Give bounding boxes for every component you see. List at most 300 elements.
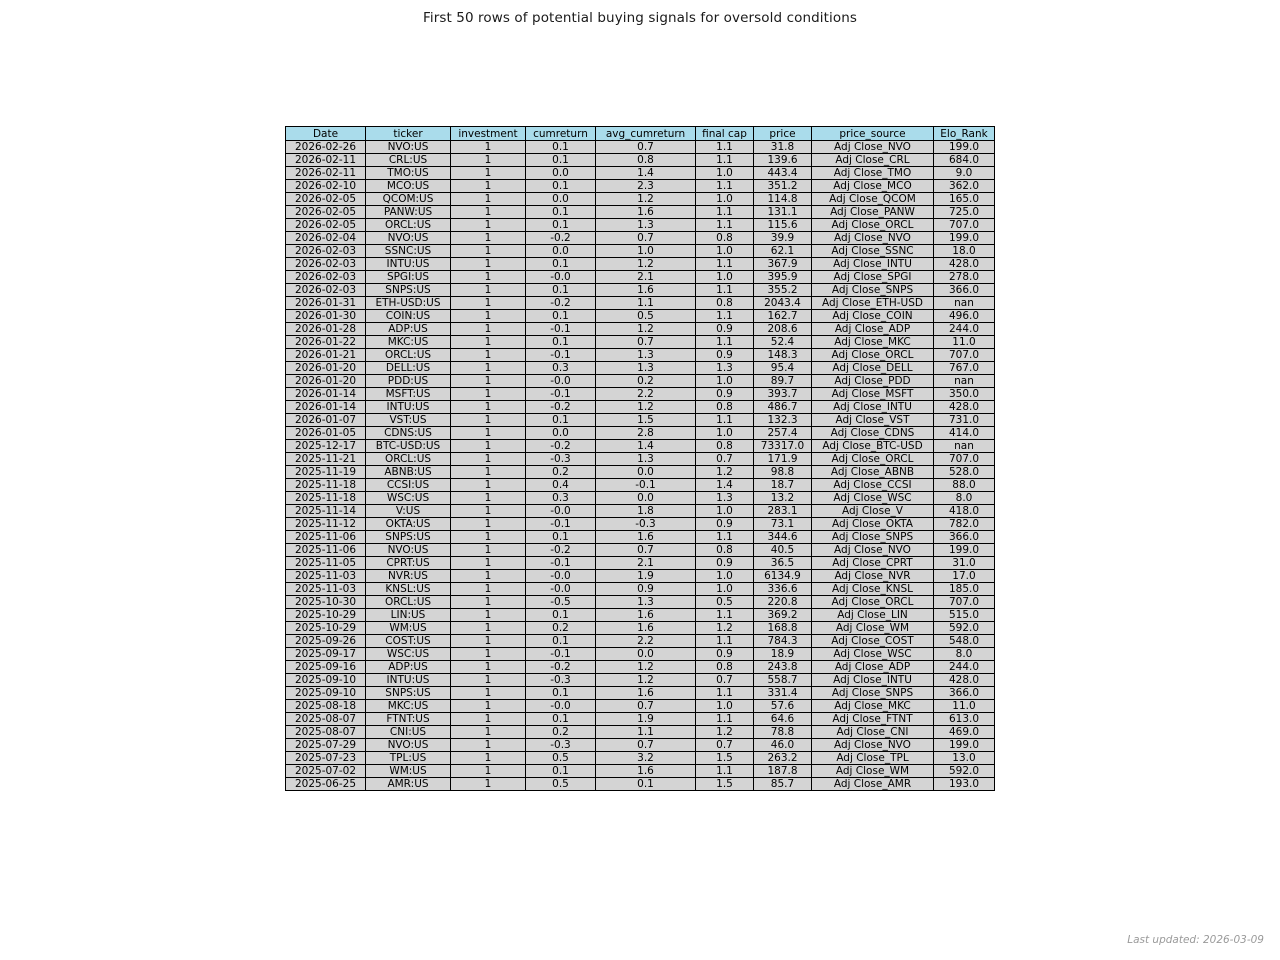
table-row [286,453,995,466]
cell-investment: 1 [451,557,526,570]
cell-elo-rank: 244.0 [934,323,995,336]
table-row [286,245,995,258]
cell-price-source: Adj Close_OKTA [812,518,934,531]
cell-date: 2026-02-11 [286,167,366,180]
cell-investment: 1 [451,258,526,271]
table-row [286,752,995,765]
cell-price-source: Adj Close_SSNC [812,245,934,258]
column-header-ticker[interactable]: ticker [366,127,451,141]
cell-price-source: Adj Close_V [812,505,934,518]
cell-date: 2026-02-05 [286,206,366,219]
cell-investment: 1 [451,492,526,505]
cell-price: 89.7 [754,375,812,388]
cell-date: 2025-10-29 [286,609,366,622]
table-row [286,518,995,531]
cell-price-source: Adj Close_AMR [812,778,934,791]
cell-final-cap: 0.9 [696,323,754,336]
cell-elo-rank: 731.0 [934,414,995,427]
cell-price: 52.4 [754,336,812,349]
cell-elo-rank: 199.0 [934,739,995,752]
cell-investment: 1 [451,193,526,206]
cell-investment: 1 [451,141,526,154]
cell-ticker: VST:US [366,414,451,427]
cell-final-cap: 1.0 [696,505,754,518]
cell-price: 162.7 [754,310,812,323]
cell-final-cap: 1.1 [696,609,754,622]
cell-price: 139.6 [754,154,812,167]
cell-elo-rank: 88.0 [934,479,995,492]
cell-date: 2026-02-26 [286,141,366,154]
table-row [286,258,995,271]
cell-price: 73317.0 [754,440,812,453]
cell-final-cap: 1.1 [696,310,754,323]
cell-price-source: Adj Close_CRL [812,154,934,167]
cell-elo-rank: 428.0 [934,674,995,687]
cell-investment: 1 [451,609,526,622]
cell-avg-cumreturn: 2.8 [596,427,696,440]
cell-avg-cumreturn: 1.4 [596,167,696,180]
cell-cumreturn: 0.1 [526,336,596,349]
cell-price-source: Adj Close_NVO [812,141,934,154]
cell-elo-rank: 8.0 [934,492,995,505]
table-row [286,700,995,713]
cell-final-cap: 0.9 [696,518,754,531]
cell-elo-rank: 418.0 [934,505,995,518]
cell-cumreturn: -0.5 [526,596,596,609]
table-row [286,219,995,232]
cell-final-cap: 1.3 [696,492,754,505]
cell-elo-rank: 165.0 [934,193,995,206]
cell-investment: 1 [451,635,526,648]
cell-avg-cumreturn: 1.2 [596,674,696,687]
cell-cumreturn: 0.1 [526,141,596,154]
cell-avg-cumreturn: 2.2 [596,635,696,648]
cell-date: 2025-09-26 [286,635,366,648]
cell-avg-cumreturn: 1.6 [596,609,696,622]
cell-price: 784.3 [754,635,812,648]
cell-investment: 1 [451,375,526,388]
signals-table-container [285,126,994,791]
cell-elo-rank: 428.0 [934,401,995,414]
cell-avg-cumreturn: 1.8 [596,505,696,518]
table-row [286,557,995,570]
cell-ticker: DELL:US [366,362,451,375]
cell-price: 395.9 [754,271,812,284]
table-row [286,492,995,505]
cell-date: 2026-02-03 [286,258,366,271]
cell-final-cap: 0.8 [696,440,754,453]
column-header-cumreturn[interactable]: cumreturn [526,127,596,141]
cell-elo-rank: 185.0 [934,583,995,596]
table-row [286,167,995,180]
cell-ticker: CNI:US [366,726,451,739]
table-row [286,336,995,349]
cell-date: 2026-02-05 [286,193,366,206]
signals-table [285,126,995,791]
cell-avg-cumreturn: 1.5 [596,414,696,427]
cell-price-source: Adj Close_NVO [812,544,934,557]
cell-ticker: ORCL:US [366,219,451,232]
cell-price: 2043.4 [754,297,812,310]
column-header-investment[interactable]: investment [451,127,526,141]
cell-ticker: WM:US [366,622,451,635]
cell-date: 2025-11-18 [286,492,366,505]
cell-final-cap: 1.0 [696,167,754,180]
table-row [286,765,995,778]
cell-elo-rank: 613.0 [934,713,995,726]
cell-ticker: BTC-USD:US [366,440,451,453]
cell-avg-cumreturn: 1.2 [596,661,696,674]
cell-investment: 1 [451,739,526,752]
cell-ticker: WM:US [366,765,451,778]
cell-final-cap: 1.1 [696,258,754,271]
cell-price-source: Adj Close_KNSL [812,583,934,596]
cell-investment: 1 [451,388,526,401]
cell-ticker: ORCL:US [366,349,451,362]
cell-price: 168.8 [754,622,812,635]
cell-price-source: Adj Close_ETH-USD [812,297,934,310]
cell-final-cap: 1.0 [696,427,754,440]
cell-final-cap: 1.0 [696,271,754,284]
column-header-avg-cumreturn[interactable]: avg_cumreturn [596,127,696,141]
cell-avg-cumreturn: 2.2 [596,388,696,401]
cell-ticker: ETH-USD:US [366,297,451,310]
cell-elo-rank: nan [934,297,995,310]
cell-ticker: SSNC:US [366,245,451,258]
cell-investment: 1 [451,752,526,765]
cell-avg-cumreturn: 1.3 [596,362,696,375]
cell-date: 2025-07-23 [286,752,366,765]
cell-final-cap: 1.0 [696,570,754,583]
cell-cumreturn: -0.1 [526,518,596,531]
table-header-row [286,127,995,141]
cell-price: 263.2 [754,752,812,765]
cell-avg-cumreturn: 1.6 [596,687,696,700]
cell-investment: 1 [451,232,526,245]
cell-price-source: Adj Close_MCO [812,180,934,193]
cell-price-source: Adj Close_ABNB [812,466,934,479]
cell-date: 2026-01-30 [286,310,366,323]
cell-avg-cumreturn: 1.2 [596,401,696,414]
cell-cumreturn: -0.3 [526,739,596,752]
cell-cumreturn: 0.2 [526,726,596,739]
cell-price: 78.8 [754,726,812,739]
cell-cumreturn: 0.4 [526,479,596,492]
cell-final-cap: 0.8 [696,232,754,245]
cell-avg-cumreturn: 0.9 [596,583,696,596]
table-row [286,778,995,791]
cell-price: 6134.9 [754,570,812,583]
cell-price: 393.7 [754,388,812,401]
cell-cumreturn: -0.2 [526,661,596,674]
cell-final-cap: 0.5 [696,596,754,609]
cell-price-source: Adj Close_ORCL [812,453,934,466]
cell-ticker: SNPS:US [366,531,451,544]
cell-price-source: Adj Close_PANW [812,206,934,219]
cell-date: 2025-11-03 [286,570,366,583]
cell-ticker: INTU:US [366,258,451,271]
table-row [286,206,995,219]
column-header-date[interactable]: Date [286,127,366,141]
cell-price: 336.6 [754,583,812,596]
cell-price-source: Adj Close_PDD [812,375,934,388]
cell-price: 558.7 [754,674,812,687]
cell-date: 2025-11-06 [286,544,366,557]
cell-ticker: CPRT:US [366,557,451,570]
cell-cumreturn: 0.1 [526,531,596,544]
table-row [286,388,995,401]
cell-cumreturn: -0.1 [526,349,596,362]
cell-price-source: Adj Close_WM [812,622,934,635]
cell-price: 31.8 [754,141,812,154]
cell-date: 2026-01-21 [286,349,366,362]
cell-price-source: Adj Close_MKC [812,336,934,349]
cell-price: 187.8 [754,765,812,778]
cell-ticker: MKC:US [366,336,451,349]
cell-final-cap: 0.8 [696,661,754,674]
cell-date: 2026-02-11 [286,154,366,167]
cell-investment: 1 [451,700,526,713]
cell-ticker: LIN:US [366,609,451,622]
cell-elo-rank: 199.0 [934,232,995,245]
cell-cumreturn: -0.3 [526,453,596,466]
table-row [286,193,995,206]
cell-investment: 1 [451,297,526,310]
cell-cumreturn: 0.1 [526,713,596,726]
cell-cumreturn: 0.1 [526,635,596,648]
cell-final-cap: 1.0 [696,193,754,206]
cell-price-source: Adj Close_NVO [812,739,934,752]
cell-price-source: Adj Close_INTU [812,674,934,687]
cell-cumreturn: -0.2 [526,440,596,453]
cell-cumreturn: 0.1 [526,765,596,778]
cell-investment: 1 [451,687,526,700]
table-row [286,141,995,154]
cell-ticker: ABNB:US [366,466,451,479]
cell-price-source: Adj Close_WM [812,765,934,778]
cell-price: 355.2 [754,284,812,297]
cell-price-source: Adj Close_BTC-USD [812,440,934,453]
cell-investment: 1 [451,349,526,362]
cell-investment: 1 [451,583,526,596]
cell-date: 2025-09-17 [286,648,366,661]
cell-final-cap: 0.8 [696,544,754,557]
cell-price-source: Adj Close_TPL [812,752,934,765]
cell-date: 2025-11-19 [286,466,366,479]
cell-ticker: NVO:US [366,232,451,245]
table-row [286,713,995,726]
cell-date: 2026-01-20 [286,362,366,375]
cell-avg-cumreturn: 1.3 [596,219,696,232]
cell-avg-cumreturn: 0.7 [596,232,696,245]
cell-elo-rank: 782.0 [934,518,995,531]
table-row [286,297,995,310]
cell-investment: 1 [451,778,526,791]
cell-price-source: Adj Close_SNPS [812,687,934,700]
table-row [286,180,995,193]
cell-elo-rank: 199.0 [934,141,995,154]
cell-final-cap: 1.1 [696,765,754,778]
cell-date: 2026-01-14 [286,388,366,401]
cell-date: 2025-06-25 [286,778,366,791]
cell-ticker: FTNT:US [366,713,451,726]
cell-price-source: Adj Close_ORCL [812,349,934,362]
cell-avg-cumreturn: 1.6 [596,622,696,635]
cell-investment: 1 [451,271,526,284]
cell-avg-cumreturn: 1.9 [596,713,696,726]
cell-date: 2025-09-16 [286,661,366,674]
cell-elo-rank: 592.0 [934,765,995,778]
cell-ticker: ADP:US [366,323,451,336]
column-header-price[interactable]: price [754,127,812,141]
cell-date: 2025-08-07 [286,726,366,739]
cell-date: 2025-08-18 [286,700,366,713]
cell-investment: 1 [451,245,526,258]
cell-date: 2025-07-02 [286,765,366,778]
cell-price: 95.4 [754,362,812,375]
cell-final-cap: 1.1 [696,713,754,726]
column-header-elo-rank[interactable]: Elo_Rank [934,127,995,141]
cell-ticker: MSFT:US [366,388,451,401]
cell-price-source: Adj Close_INTU [812,258,934,271]
cell-final-cap: 1.1 [696,414,754,427]
cell-elo-rank: 725.0 [934,206,995,219]
cell-price: 331.4 [754,687,812,700]
cell-investment: 1 [451,167,526,180]
cell-price: 39.9 [754,232,812,245]
cell-final-cap: 1.0 [696,375,754,388]
cell-investment: 1 [451,648,526,661]
cell-final-cap: 0.9 [696,388,754,401]
column-header-final-cap[interactable]: final cap [696,127,754,141]
cell-avg-cumreturn: 0.0 [596,492,696,505]
cell-investment: 1 [451,622,526,635]
cell-cumreturn: 0.1 [526,219,596,232]
cell-cumreturn: 0.0 [526,167,596,180]
table-body [286,141,995,791]
cell-avg-cumreturn: 0.2 [596,375,696,388]
cell-price-source: Adj Close_SPGI [812,271,934,284]
cell-elo-rank: 496.0 [934,310,995,323]
table-row [286,440,995,453]
cell-elo-rank: 707.0 [934,453,995,466]
cell-price-source: Adj Close_FTNT [812,713,934,726]
cell-investment: 1 [451,466,526,479]
cell-date: 2025-09-10 [286,687,366,700]
cell-avg-cumreturn: 0.7 [596,141,696,154]
cell-date: 2026-01-28 [286,323,366,336]
cell-cumreturn: -0.0 [526,375,596,388]
cell-price-source: Adj Close_VST [812,414,934,427]
cell-price: 115.6 [754,219,812,232]
cell-ticker: KNSL:US [366,583,451,596]
cell-price-source: Adj Close_ORCL [812,596,934,609]
cell-cumreturn: -0.2 [526,544,596,557]
cell-price-source: Adj Close_CCSI [812,479,934,492]
table-row [286,661,995,674]
cell-price: 369.2 [754,609,812,622]
cell-cumreturn: 0.1 [526,414,596,427]
cell-avg-cumreturn: 0.7 [596,739,696,752]
cell-cumreturn: 0.3 [526,492,596,505]
column-header-price-source[interactable]: price_source [812,127,934,141]
cell-avg-cumreturn: 0.8 [596,154,696,167]
cell-price-source: Adj Close_NVO [812,232,934,245]
cell-cumreturn: 0.1 [526,687,596,700]
cell-avg-cumreturn: 1.2 [596,258,696,271]
cell-investment: 1 [451,323,526,336]
cell-cumreturn: -0.0 [526,583,596,596]
cell-elo-rank: 707.0 [934,219,995,232]
cell-ticker: COIN:US [366,310,451,323]
table-row [286,349,995,362]
cell-final-cap: 0.9 [696,349,754,362]
page-title: First 50 rows of potential buying signals for oversold conditions [422,10,858,26]
cell-ticker: TMO:US [366,167,451,180]
cell-cumreturn: -0.2 [526,401,596,414]
cell-elo-rank: 31.0 [934,557,995,570]
cell-elo-rank: 11.0 [934,700,995,713]
cell-avg-cumreturn: 0.7 [596,700,696,713]
table-row [286,596,995,609]
cell-avg-cumreturn: 1.2 [596,323,696,336]
cell-price: 62.1 [754,245,812,258]
cell-elo-rank: 17.0 [934,570,995,583]
cell-ticker: SNPS:US [366,687,451,700]
table-row [286,583,995,596]
cell-final-cap: 1.1 [696,284,754,297]
cell-price: 367.9 [754,258,812,271]
cell-ticker: CCSI:US [366,479,451,492]
cell-ticker: QCOM:US [366,193,451,206]
cell-ticker: WSC:US [366,492,451,505]
cell-price-source: Adj Close_MSFT [812,388,934,401]
cell-elo-rank: 199.0 [934,544,995,557]
cell-avg-cumreturn: 1.6 [596,284,696,297]
cell-price-source: Adj Close_ADP [812,661,934,674]
cell-elo-rank: 18.0 [934,245,995,258]
cell-investment: 1 [451,596,526,609]
cell-date: 2025-08-07 [286,713,366,726]
cell-ticker: INTU:US [366,401,451,414]
cell-avg-cumreturn: 0.7 [596,544,696,557]
cell-investment: 1 [451,154,526,167]
table-row [286,310,995,323]
cell-price: 208.6 [754,323,812,336]
cell-cumreturn: -0.1 [526,648,596,661]
cell-investment: 1 [451,284,526,297]
cell-price-source: Adj Close_CNI [812,726,934,739]
cell-investment: 1 [451,336,526,349]
cell-investment: 1 [451,362,526,375]
cell-avg-cumreturn: 0.0 [596,466,696,479]
table-header [286,127,995,141]
cell-investment: 1 [451,570,526,583]
cell-avg-cumreturn: 1.1 [596,726,696,739]
cell-final-cap: 0.9 [696,648,754,661]
cell-final-cap: 1.4 [696,479,754,492]
cell-price-source: Adj Close_SNPS [812,284,934,297]
cell-price-source: Adj Close_DELL [812,362,934,375]
cell-price-source: Adj Close_CPRT [812,557,934,570]
table-row [286,401,995,414]
cell-ticker: SPGI:US [366,271,451,284]
cell-price-source: Adj Close_WSC [812,648,934,661]
cell-date: 2026-02-04 [286,232,366,245]
cell-final-cap: 1.1 [696,635,754,648]
cell-final-cap: 1.1 [696,687,754,700]
cell-price: 283.1 [754,505,812,518]
